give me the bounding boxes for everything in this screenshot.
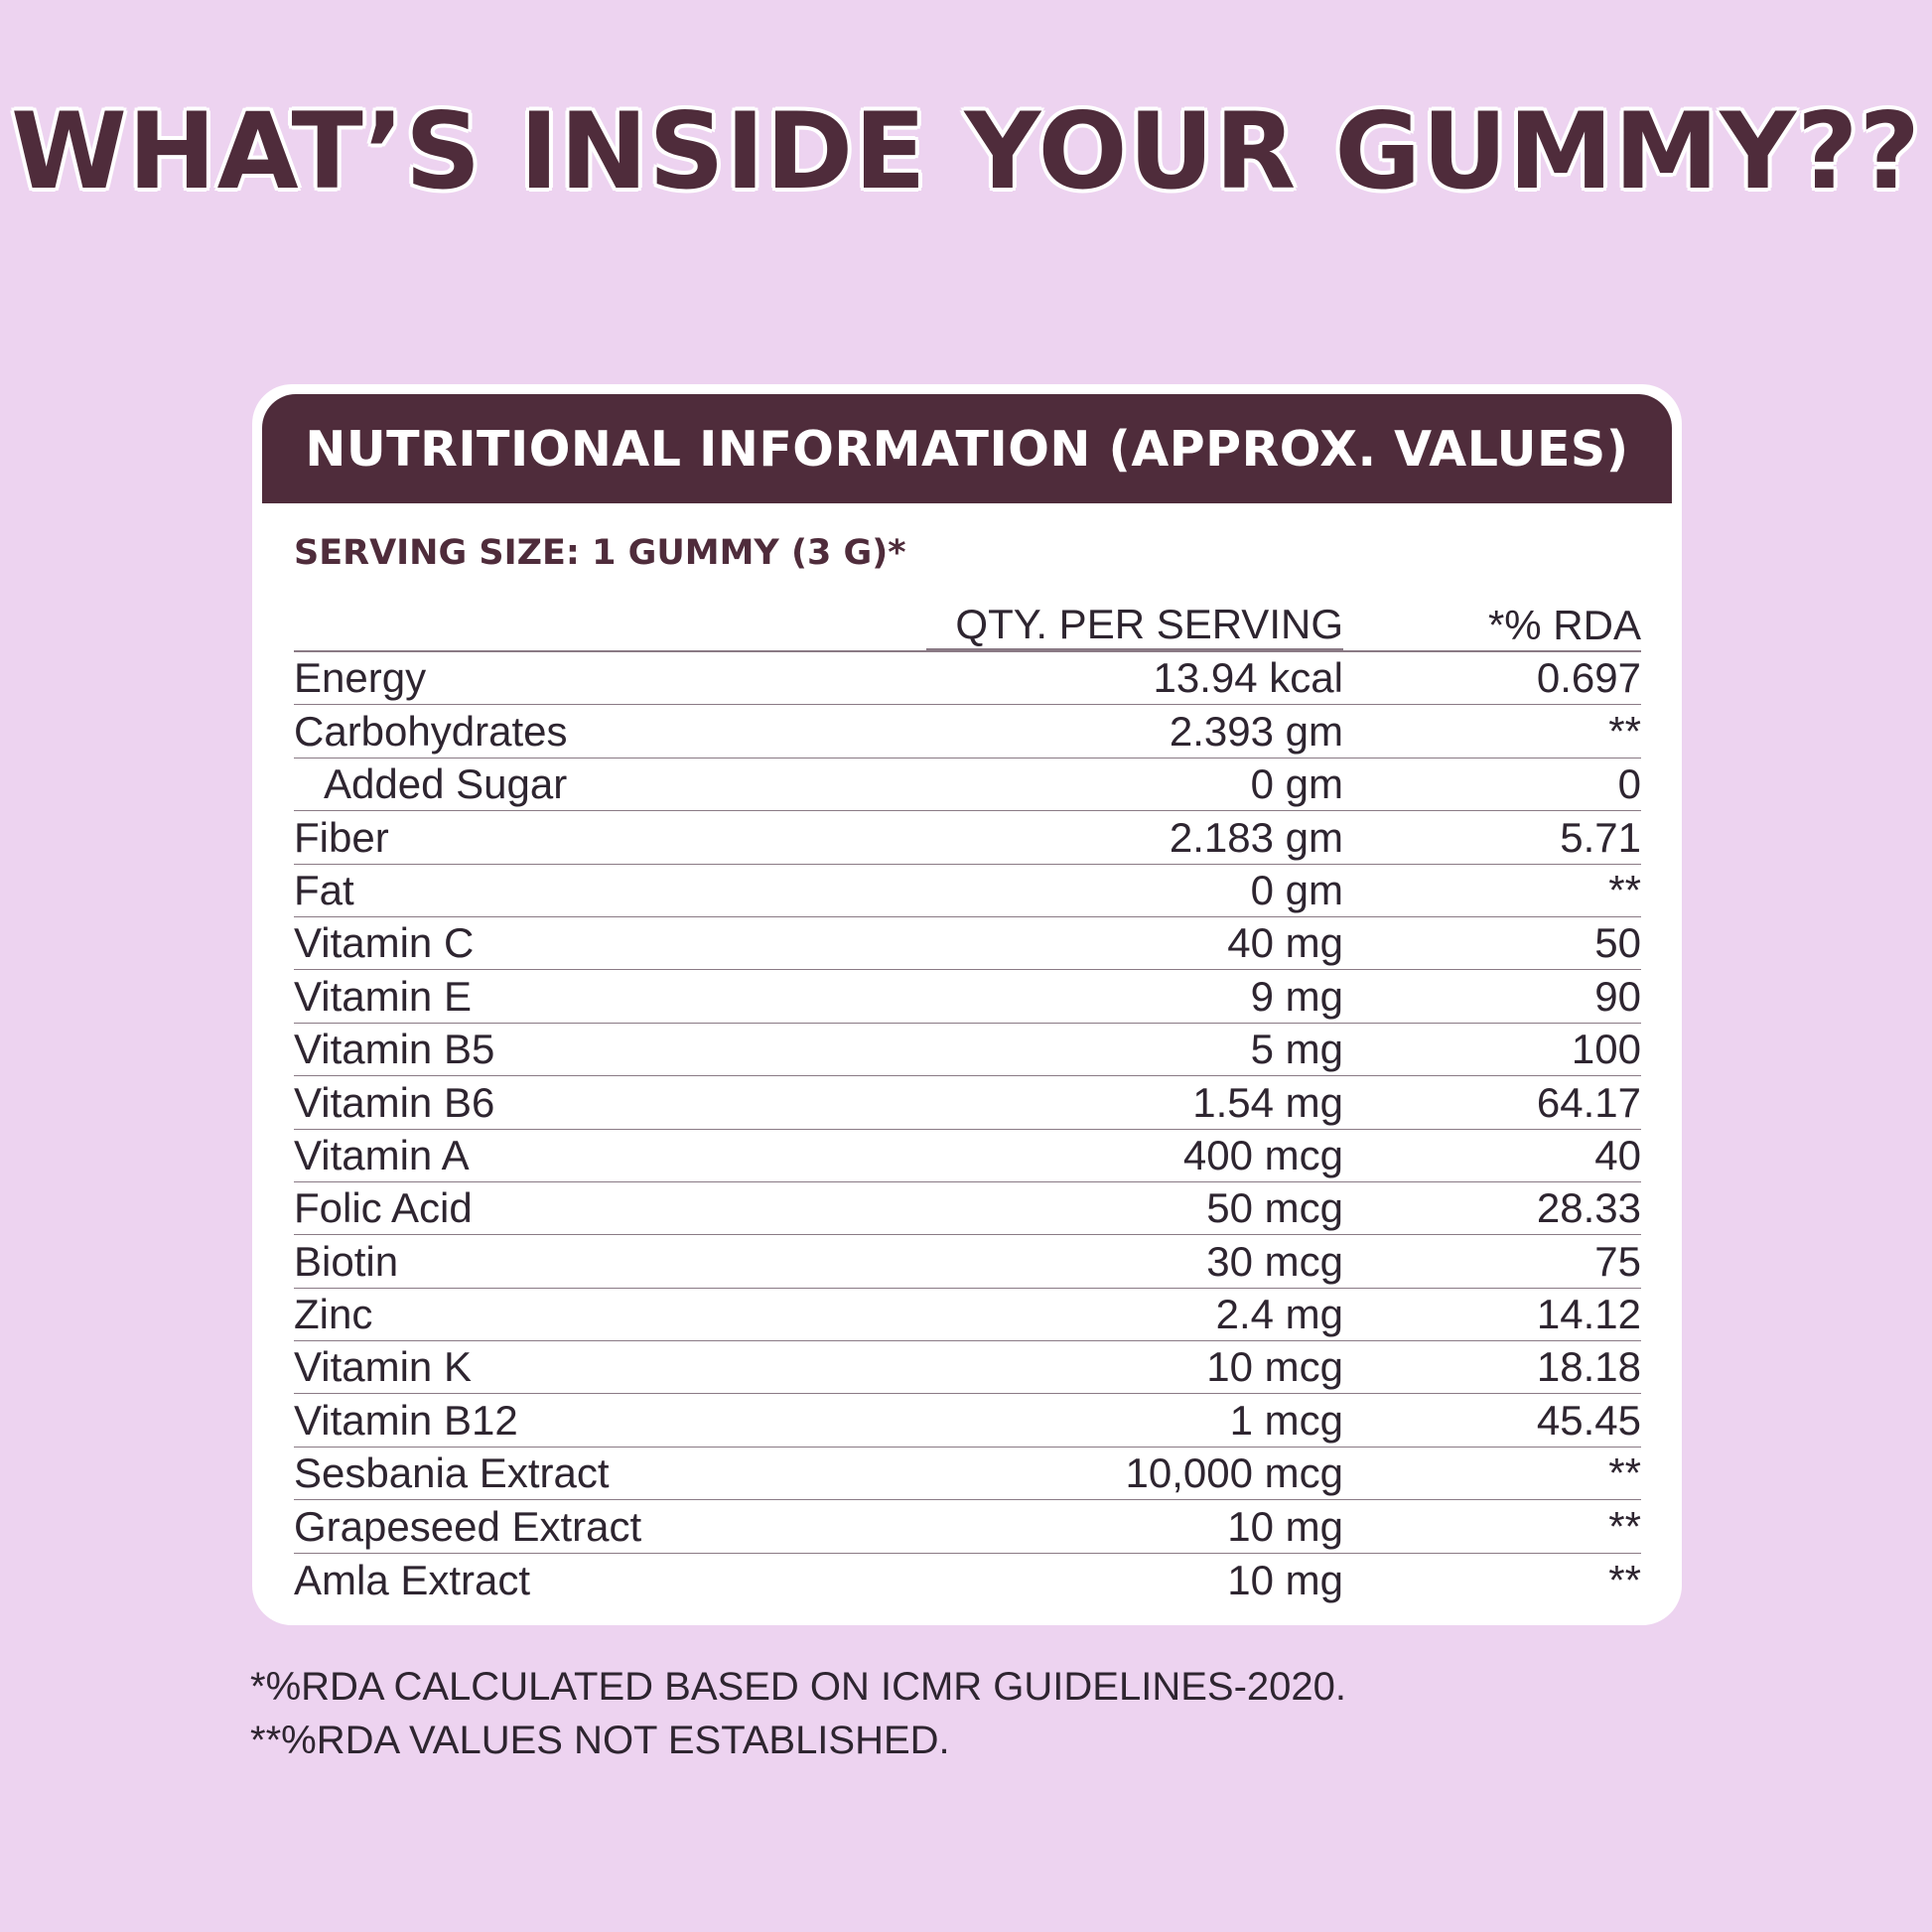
- nutrient-rda: **: [1608, 707, 1641, 755]
- nutrient-qty: 10,000 mcg: [1125, 1449, 1343, 1497]
- nutrient-name: Vitamin A: [294, 1131, 470, 1178]
- table-row: [294, 865, 1641, 917]
- table-row: [294, 811, 1641, 864]
- nutrient-rda: 5.71: [1560, 813, 1641, 861]
- table-row: [294, 1554, 1641, 1606]
- panel-title: NUTRITIONAL INFORMATION (APPROX. VALUES): [305, 420, 1629, 478]
- headline: WHAT’S INSIDE YOUR GUMMY??: [11, 90, 1921, 212]
- nutrient-rda: **: [1608, 1502, 1641, 1550]
- table-row: [294, 759, 1641, 811]
- nutrient-qty: 0 gm: [1250, 866, 1343, 913]
- nutrition-panel: [252, 384, 1682, 1625]
- panel-header: [262, 394, 1672, 503]
- nutrient-qty: 13.94 kcal: [1153, 654, 1343, 702]
- nutrient-rda: 64.17: [1536, 1078, 1641, 1126]
- nutrient-qty: 10 mg: [1227, 1557, 1343, 1604]
- table-row: [294, 1130, 1641, 1182]
- nutrient-name: Carbohydrates: [294, 707, 568, 755]
- table-row: [294, 970, 1641, 1023]
- nutrient-name: Fat: [294, 866, 354, 913]
- table-row: [294, 1448, 1641, 1500]
- rda-column-header: *% RDA: [1487, 602, 1641, 648]
- table-row: [294, 1394, 1641, 1447]
- nutrient-name: Vitamin B6: [294, 1078, 495, 1126]
- table-row: [294, 705, 1641, 758]
- nutrient-qty: 30 mcg: [1206, 1237, 1343, 1285]
- nutrient-name: Vitamin B12: [294, 1396, 518, 1444]
- nutrient-qty: 2.393 gm: [1169, 707, 1343, 755]
- table-body: [294, 652, 1641, 1606]
- table-row: [294, 917, 1641, 970]
- nutrient-name: Sesbania Extract: [294, 1449, 610, 1497]
- qty-column-header: QTY. PER SERVING: [926, 601, 1343, 650]
- nutrient-qty: 0 gm: [1250, 760, 1343, 808]
- nutrient-name: Added Sugar: [324, 760, 568, 808]
- nutrient-name: Folic Acid: [294, 1184, 473, 1232]
- nutrient-qty: 9 mg: [1250, 972, 1343, 1020]
- nutrient-rda: 45.45: [1536, 1396, 1641, 1444]
- nutrient-qty: 10 mcg: [1206, 1343, 1343, 1391]
- serving-size: SERVING SIZE: 1 GUMMY (3 G)*: [294, 533, 906, 573]
- table-row: [294, 1235, 1641, 1288]
- nutrient-name: Biotin: [294, 1237, 399, 1285]
- nutrient-name: Amla Extract: [294, 1557, 531, 1604]
- nutrient-rda: **: [1608, 1557, 1641, 1604]
- footnote-rda-basis: *%RDA CALCULATED BASED ON ICMR GUIDELINES-2020.: [250, 1665, 1347, 1709]
- nutrient-name: Vitamin E: [294, 972, 472, 1020]
- nutrient-rda: **: [1608, 866, 1641, 913]
- nutrient-qty: 10 mg: [1227, 1502, 1343, 1550]
- table-header: [294, 601, 1641, 650]
- nutrient-rda: 14.12: [1536, 1291, 1641, 1338]
- nutrient-qty: 1.54 mg: [1192, 1078, 1343, 1126]
- nutrient-rda: 100: [1571, 1026, 1641, 1073]
- table-row: [294, 1500, 1641, 1553]
- footnote-not-established: **%RDA VALUES NOT ESTABLISHED.: [250, 1719, 950, 1762]
- nutrient-qty: 50 mcg: [1206, 1184, 1343, 1232]
- nutrient-name: Grapeseed Extract: [294, 1502, 642, 1550]
- table-row: [294, 1024, 1641, 1076]
- nutrient-name: Vitamin C: [294, 919, 475, 967]
- table-row: [294, 1076, 1641, 1129]
- nutrition-table: [294, 601, 1641, 1606]
- nutrient-rda: 28.33: [1536, 1184, 1641, 1232]
- footnotes: [250, 1660, 1346, 1767]
- nutrient-qty: 2.183 gm: [1169, 813, 1343, 861]
- nutrient-rda: 18.18: [1536, 1343, 1641, 1391]
- nutrient-qty: 40 mg: [1227, 919, 1343, 967]
- nutrient-qty: 5 mg: [1250, 1026, 1343, 1073]
- nutrient-rda: 50: [1594, 919, 1641, 967]
- nutrient-name: Energy: [294, 654, 427, 702]
- nutrient-qty: 1 mcg: [1229, 1396, 1343, 1444]
- nutrient-rda: 75: [1594, 1237, 1641, 1285]
- nutrient-rda: **: [1608, 1449, 1641, 1497]
- nutrient-qty: 2.4 mg: [1215, 1291, 1343, 1338]
- table-row: [294, 1289, 1641, 1341]
- table-row: [294, 1341, 1641, 1394]
- table-row: [294, 652, 1641, 705]
- nutrient-name: Zinc: [294, 1291, 373, 1338]
- nutrient-rda: 0.697: [1536, 654, 1641, 702]
- nutrient-rda: 0: [1617, 760, 1641, 808]
- table-row: [294, 1182, 1641, 1235]
- nutrient-rda: 90: [1594, 972, 1641, 1020]
- nutrient-name: Fiber: [294, 813, 389, 861]
- nutrient-rda: 40: [1594, 1131, 1641, 1178]
- nutrient-name: Vitamin B5: [294, 1026, 495, 1073]
- nutrient-name: Vitamin K: [294, 1343, 472, 1391]
- nutrient-qty: 400 mcg: [1182, 1131, 1343, 1178]
